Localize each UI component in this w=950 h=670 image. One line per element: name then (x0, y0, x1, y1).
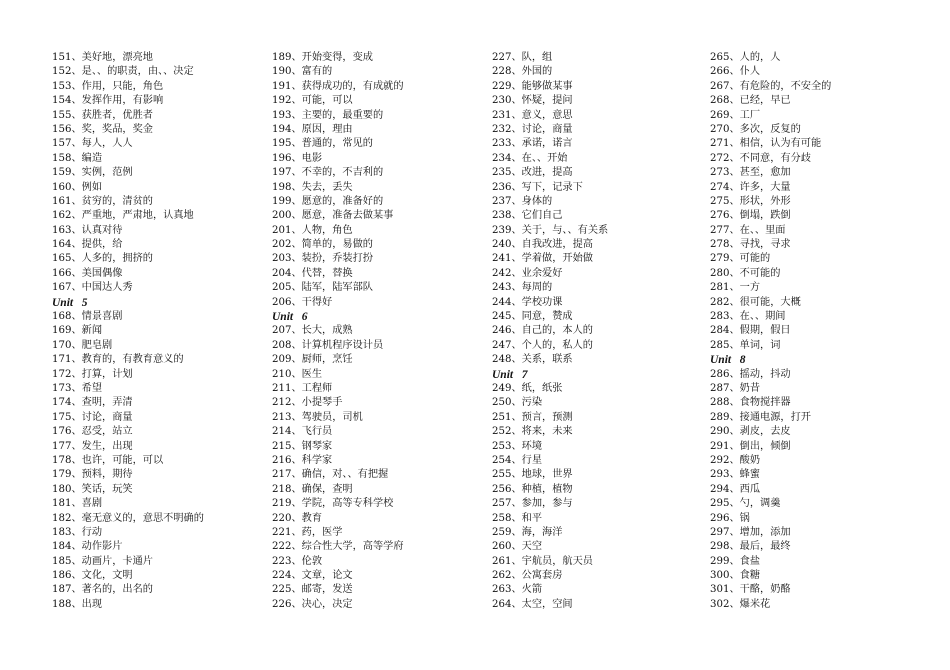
vocab-entry: 298、最后，最终 (710, 541, 791, 553)
vocab-entry: 296、锅 (710, 512, 750, 524)
vocab-entry: 248、关系，联系 (492, 354, 573, 366)
vocab-entry: 181、喜剧 (52, 498, 103, 510)
vocab-entry: 220、教育 (272, 512, 323, 524)
vocab-entry: 263、火箭 (492, 584, 543, 596)
column-3 (492, 51, 608, 612)
vocab-entry: 257、参加，参与 (492, 498, 573, 510)
vocab-entry: 278、寻找，寻求 (710, 239, 791, 251)
vocab-entry: 241、学着做，开始做 (492, 253, 593, 265)
vocab-entry: 165、人多的，拥挤的 (52, 253, 153, 265)
vocab-entry: 301、干酪，奶酪 (710, 584, 791, 596)
vocab-entry: 256、种植，植物 (492, 483, 573, 495)
vocab-entry: 275、形状，外形 (710, 195, 791, 207)
vocab-entry: 170、肥皂剧 (52, 339, 113, 351)
vocab-entry: 261、宇航员，航天员 (492, 555, 593, 567)
vocab-entry: 299、食盐 (710, 555, 761, 567)
vocab-entry: 234、在、、开始 (492, 152, 568, 164)
vocab-entry: 208、计算机程序设计员 (272, 339, 384, 351)
vocab-entry: 186、文化，文明 (52, 570, 133, 582)
vocab-entry: 219、学院，高等专科学校 (272, 498, 394, 510)
vocab-entry: 293、蜂蜜 (710, 469, 761, 481)
vocab-entry: 178、也许，可能，可以 (52, 454, 164, 466)
vocab-entry: 204、代替，替换 (272, 267, 353, 279)
vocab-entry: 187、著名的，出名的 (52, 584, 153, 596)
vocab-entry: 255、地球，世界 (492, 469, 573, 481)
vocab-entry: 243、每周的 (492, 282, 553, 294)
vocab-entry: 274、许多，大量 (710, 181, 791, 193)
vocab-entry: 224、文章，论文 (272, 570, 353, 582)
unit-heading: Unit 6 (272, 311, 308, 324)
vocab-entry: 206、干得好 (272, 296, 333, 308)
vocab-entry: 252、将来，未来 (492, 426, 573, 438)
vocab-entry: 168、情景喜剧 (52, 311, 123, 323)
vocab-entry: 201、人物，角色 (272, 224, 353, 236)
vocab-entry: 280、不可能的 (710, 267, 781, 279)
vocab-entry: 209、厨师，烹饪 (272, 354, 353, 366)
vocab-entry: 281、一方 (710, 282, 761, 294)
vocab-entry: 300、食糖 (710, 570, 761, 582)
vocab-entry: 162、严重地，严肃地，认真地 (52, 210, 194, 222)
vocab-entry: 228、外国的 (492, 66, 553, 78)
vocab-entry: 221、药，医学 (272, 526, 343, 538)
vocab-entry: 199、愿意的，准备好的 (272, 195, 384, 207)
vocab-entry: 285、单词，词 (710, 339, 781, 351)
vocab-entry: 230、怀疑，提问 (492, 95, 573, 107)
vocab-entry: 182、毫无意义的，意思不明确的 (52, 512, 204, 524)
vocab-entry: 157、每人，人人 (52, 138, 133, 150)
vocab-entry: 151、美好地，漂亮地 (52, 52, 153, 63)
vocab-entry: 286、摇动，抖动 (710, 368, 791, 380)
vocab-entry: 191、获得成功的，有成就的 (272, 80, 404, 92)
vocab-entry: 279、可能的 (710, 253, 771, 265)
vocab-entry: 264、太空，空间 (492, 598, 573, 610)
vocab-entry: 292、酸奶 (710, 454, 761, 466)
vocab-entry: 203、装扮，乔装打扮 (272, 253, 373, 265)
vocab-entry: 207、长大，成熟 (272, 325, 353, 337)
vocab-entry: 161、贫穷的，清贫的 (52, 195, 153, 207)
vocab-entry: 155、获胜者，优胜者 (52, 109, 153, 121)
vocab-entry: 262、公寓套房 (492, 570, 563, 582)
column-1 (52, 51, 204, 612)
vocab-entry: 249、纸，纸张 (492, 382, 563, 394)
vocab-entry: 302、爆米花 (710, 598, 771, 610)
vocab-entry: 245、同意，赞成 (492, 311, 573, 323)
vocab-entry: 244、学校功课 (492, 296, 563, 308)
vocab-entry: 269、工厂 (710, 109, 761, 121)
vocab-entry: 229、能够做某事 (492, 80, 573, 92)
vocab-entry: 216、科学家 (272, 454, 333, 466)
vocab-entry: 196、电影 (272, 152, 323, 164)
vocab-entry: 184、动作影片 (52, 541, 123, 553)
vocab-entry: 233、承诺，诺言 (492, 138, 573, 150)
vocab-entry: 172、打算，计划 (52, 368, 133, 380)
unit-heading: Unit 7 (492, 368, 528, 381)
vocab-entry: 213、驾驶员，司机 (272, 411, 363, 423)
vocab-entry: 153、作用，只能，角色 (52, 80, 164, 92)
vocab-entry: 193、主要的，最重要的 (272, 109, 384, 121)
vocab-entry: 176、忍受，站立 (52, 426, 133, 438)
vocab-entry: 179、预料，期待 (52, 469, 133, 481)
vocab-entry: 173、希望 (52, 382, 103, 394)
vocab-entry: 235、改进，提高 (492, 167, 573, 179)
vocab-entry: 163、认真对待 (52, 224, 123, 236)
vocab-entry: 287、奶昔 (710, 382, 761, 394)
vocab-entry: 236、写下，记录下 (492, 181, 583, 193)
vocab-entry: 190、富有的 (272, 66, 333, 78)
vocab-entry: 232、讨论，商量 (492, 123, 573, 135)
vocab-entry: 158、编造 (52, 152, 103, 164)
vocab-entry: 297、增加，添加 (710, 526, 791, 538)
vocab-entry: 180、笑话，玩笑 (52, 483, 133, 495)
vocab-entry: 159、实例，范例 (52, 167, 133, 179)
vocab-entry: 194、原因，理由 (272, 123, 353, 135)
vocab-entry: 195、普通的，常见的 (272, 138, 373, 150)
vocab-entry: 198、失去，丢失 (272, 181, 353, 193)
vocab-entry: 240、自我改进，提高 (492, 239, 593, 251)
vocab-entry: 214、飞行员 (272, 426, 333, 438)
vocab-entry: 171、教育的，有教育意义的 (52, 354, 184, 366)
vocab-entry: 288、食物搅拌器 (710, 397, 791, 409)
vocab-entry: 266、仆人 (710, 66, 761, 78)
vocab-entry: 237、身体的 (492, 195, 553, 207)
vocab-entry: 152、是、、的职责，由、、决定 (52, 66, 194, 78)
vocab-entry: 166、美国偶像 (52, 267, 123, 279)
vocab-entry: 215、钢琴家 (272, 440, 333, 452)
unit-heading: Unit 5 (52, 296, 88, 309)
vocab-entry: 175、讨论，商量 (52, 411, 133, 423)
vocab-entry: 276、倒塌，跌倒 (710, 210, 791, 222)
vocab-entry: 164、提供，给 (52, 239, 123, 251)
vocab-entry: 174、查明，弄清 (52, 397, 133, 409)
vocab-entry: 185、动画片，卡通片 (52, 555, 153, 567)
vocab-entry: 226、决心，决定 (272, 598, 353, 610)
vocab-entry: 205、陆军，陆军部队 (272, 282, 373, 294)
vocab-entry: 251、预言，预测 (492, 411, 573, 423)
vocab-entry: 242、业余爱好 (492, 267, 563, 279)
vocab-entry: 260、天空 (492, 541, 543, 553)
vocab-entry: 202、简单的，易做的 (272, 239, 373, 251)
vocab-entry: 246、自己的，本人的 (492, 325, 593, 337)
vocab-entry: 253、环境 (492, 440, 543, 452)
vocab-entry: 254、行星 (492, 454, 543, 466)
vocab-entry: 284、假期，假日 (710, 325, 791, 337)
vocab-entry: 277、在、、里面 (710, 224, 786, 236)
vocab-entry: 295、勺，调羹 (710, 498, 781, 510)
vocab-entry: 258、和平 (492, 512, 543, 524)
vocab-entry: 222、综合性大学，高等学府 (272, 541, 404, 553)
vocab-entry: 238、它们自己 (492, 210, 563, 222)
vocab-entry: 247、个人的，私人的 (492, 339, 593, 351)
unit-heading: Unit 8 (710, 354, 746, 367)
vocab-entry: 250、污染 (492, 397, 543, 409)
vocab-entry: 291、倒出，倾倒 (710, 440, 791, 452)
vocab-entry: 223、伦敦 (272, 555, 323, 567)
vocab-entry: 212、小提琴手 (272, 397, 343, 409)
vocab-entry: 290、剥皮，去皮 (710, 426, 791, 438)
vocab-entry: 225、邮寄，发送 (272, 584, 353, 596)
vocab-entry: 265、人的，人 (710, 52, 781, 63)
vocab-entry: 289、接通电源，打开 (710, 411, 811, 423)
vocab-entry: 183、行动 (52, 526, 103, 538)
vocab-entry: 259、海，海洋 (492, 526, 563, 538)
vocab-entry: 273、甚至，愈加 (710, 167, 791, 179)
vocab-entry: 189、开始变得，变成 (272, 52, 373, 63)
vocab-entry: 169、新闻 (52, 325, 103, 337)
vocab-entry: 160、例如 (52, 181, 103, 193)
vocab-entry: 167、中国达人秀 (52, 282, 133, 294)
vocab-entry: 211、工程师 (272, 382, 333, 394)
vocab-entry: 239、关于，与、、有关系 (492, 224, 609, 236)
column-2 (272, 51, 404, 612)
vocab-entry: 210、医生 (272, 368, 323, 380)
vocab-entry: 272、不同意，有分歧 (710, 152, 811, 164)
vocab-entry: 188、出现 (52, 598, 103, 610)
vocab-entry: 267、有危险的，不安全的 (710, 80, 832, 92)
vocab-entry: 200、愿意，准备去做某事 (272, 210, 394, 222)
vocab-entry: 154、发挥作用，有影响 (52, 95, 164, 107)
vocab-entry: 177、发生，出现 (52, 440, 133, 452)
vocab-entry: 156、奖，奖品，奖金 (52, 123, 153, 135)
vocab-entry: 227、队，组 (492, 52, 553, 63)
vocab-entry: 282、很可能，大概 (710, 296, 801, 308)
vocab-entry: 294、西瓜 (710, 483, 761, 495)
vocab-entry: 192、可能，可以 (272, 95, 353, 107)
vocab-entry: 283、在、、期间 (710, 311, 786, 323)
vocab-entry: 271、相信，认为有可能 (710, 138, 822, 150)
vocab-entry: 268、已经，早已 (710, 95, 791, 107)
vocab-entry: 197、不幸的，不吉利的 (272, 167, 384, 179)
vocab-entry: 270、多次，反复的 (710, 123, 801, 135)
vocab-entry: 217、确信，对、、有把握 (272, 469, 389, 481)
column-4 (710, 51, 831, 612)
vocab-entry: 231、意义，意思 (492, 109, 573, 121)
vocab-entry: 218、确保，查明 (272, 483, 353, 495)
